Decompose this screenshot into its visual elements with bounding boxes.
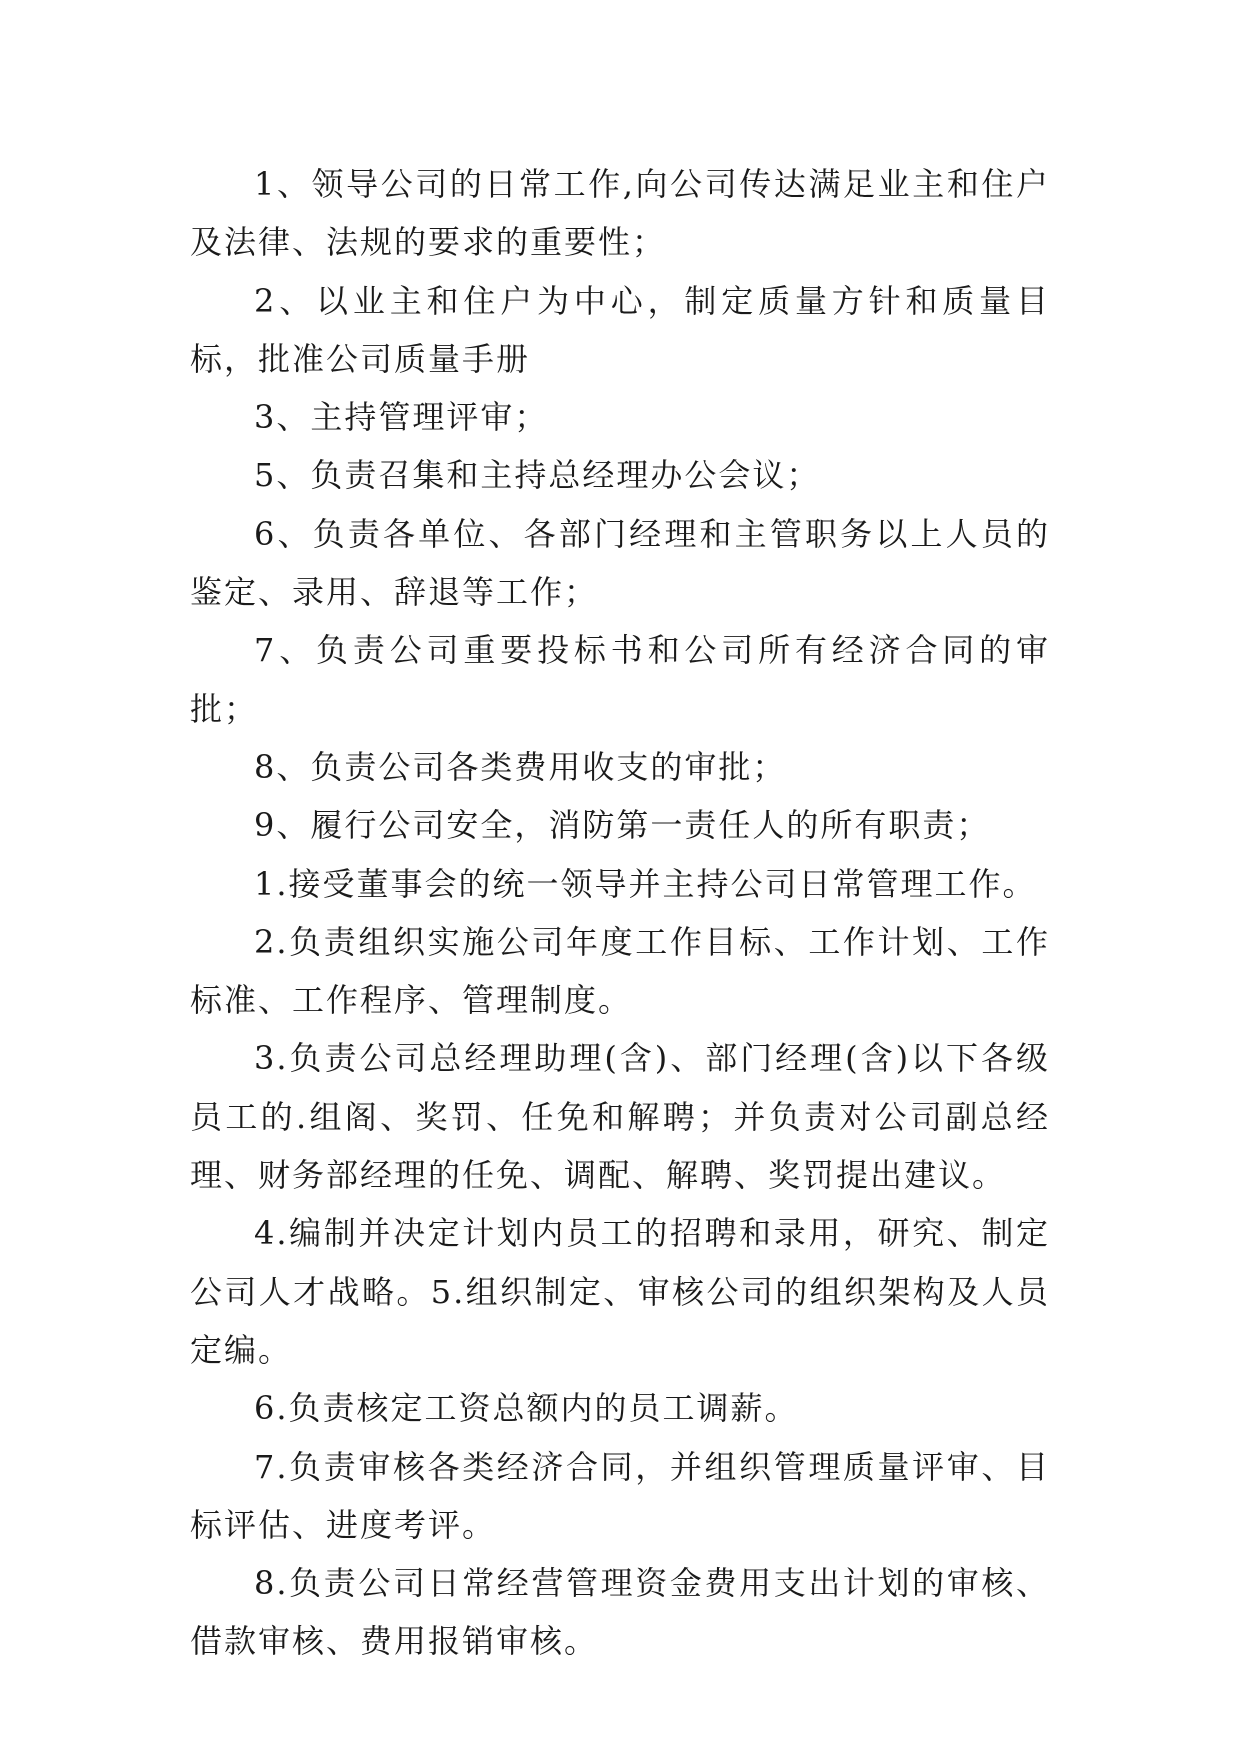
paragraph-14: 7.负责审核各类经济合同，并组织管理质量评审、目标评估、进度考评。 <box>190 1447 1050 1544</box>
paragraph-4: 5、负责召集和主持总经理办公会议； <box>254 456 821 495</box>
paragraph-13: 6.负责核定工资总额内的员工调薪。 <box>254 1389 799 1428</box>
paragraph-2: 2、以业主和住户为中心，制定质量方针和质量目标，批准公司质量手册 <box>190 281 1050 378</box>
document-body <box>190 155 1050 1671</box>
paragraph-8: 9、履行公司安全，消防第一责任人的所有职责； <box>254 806 991 845</box>
paragraph-5: 6、负责各单位、各部门经理和主管职务以上人员的鉴定、录用、辞退等工作； <box>190 514 1050 612</box>
paragraph-15: 8.负责公司日常经营管理资金费用支出计划的审核、借款审核、费用报销审核。 <box>190 1564 1050 1661</box>
paragraph-9: 1.接受董事会的统一领导并主持公司日常管理工作。 <box>254 864 1037 903</box>
paragraph-6: 7、负责公司重要投标书和公司所有经济合同的审批； <box>190 631 1050 728</box>
paragraph-1: 1、领导公司的日常工作,向公司传达满足业主和住户及法律、法规的要求的重要性； <box>190 165 1050 262</box>
paragraph-10: 2.负责组织实施公司年度工作目标、工作计划、工作标准、工作程序、管理制度。 <box>190 922 1050 1020</box>
paragraph-7: 8、负责公司各类费用收支的审批； <box>254 747 787 786</box>
paragraph-12: 4.编制并决定计划内员工的招聘和录用，研究、制定公司人才战略。5.组织制定、审核公司的组织架构及人员定编。 <box>190 1214 1050 1369</box>
paragraph-11: 3.负责公司总经理助理(含)、部门经理(含)以下各级员工的.组阁、奖罚、任免和解聘；并负责对公司副总经理、财务部经理的任免、调配、解聘、奖罚提出建议。 <box>190 1039 1050 1195</box>
paragraph-3: 3、主持管理评审； <box>254 398 549 437</box>
